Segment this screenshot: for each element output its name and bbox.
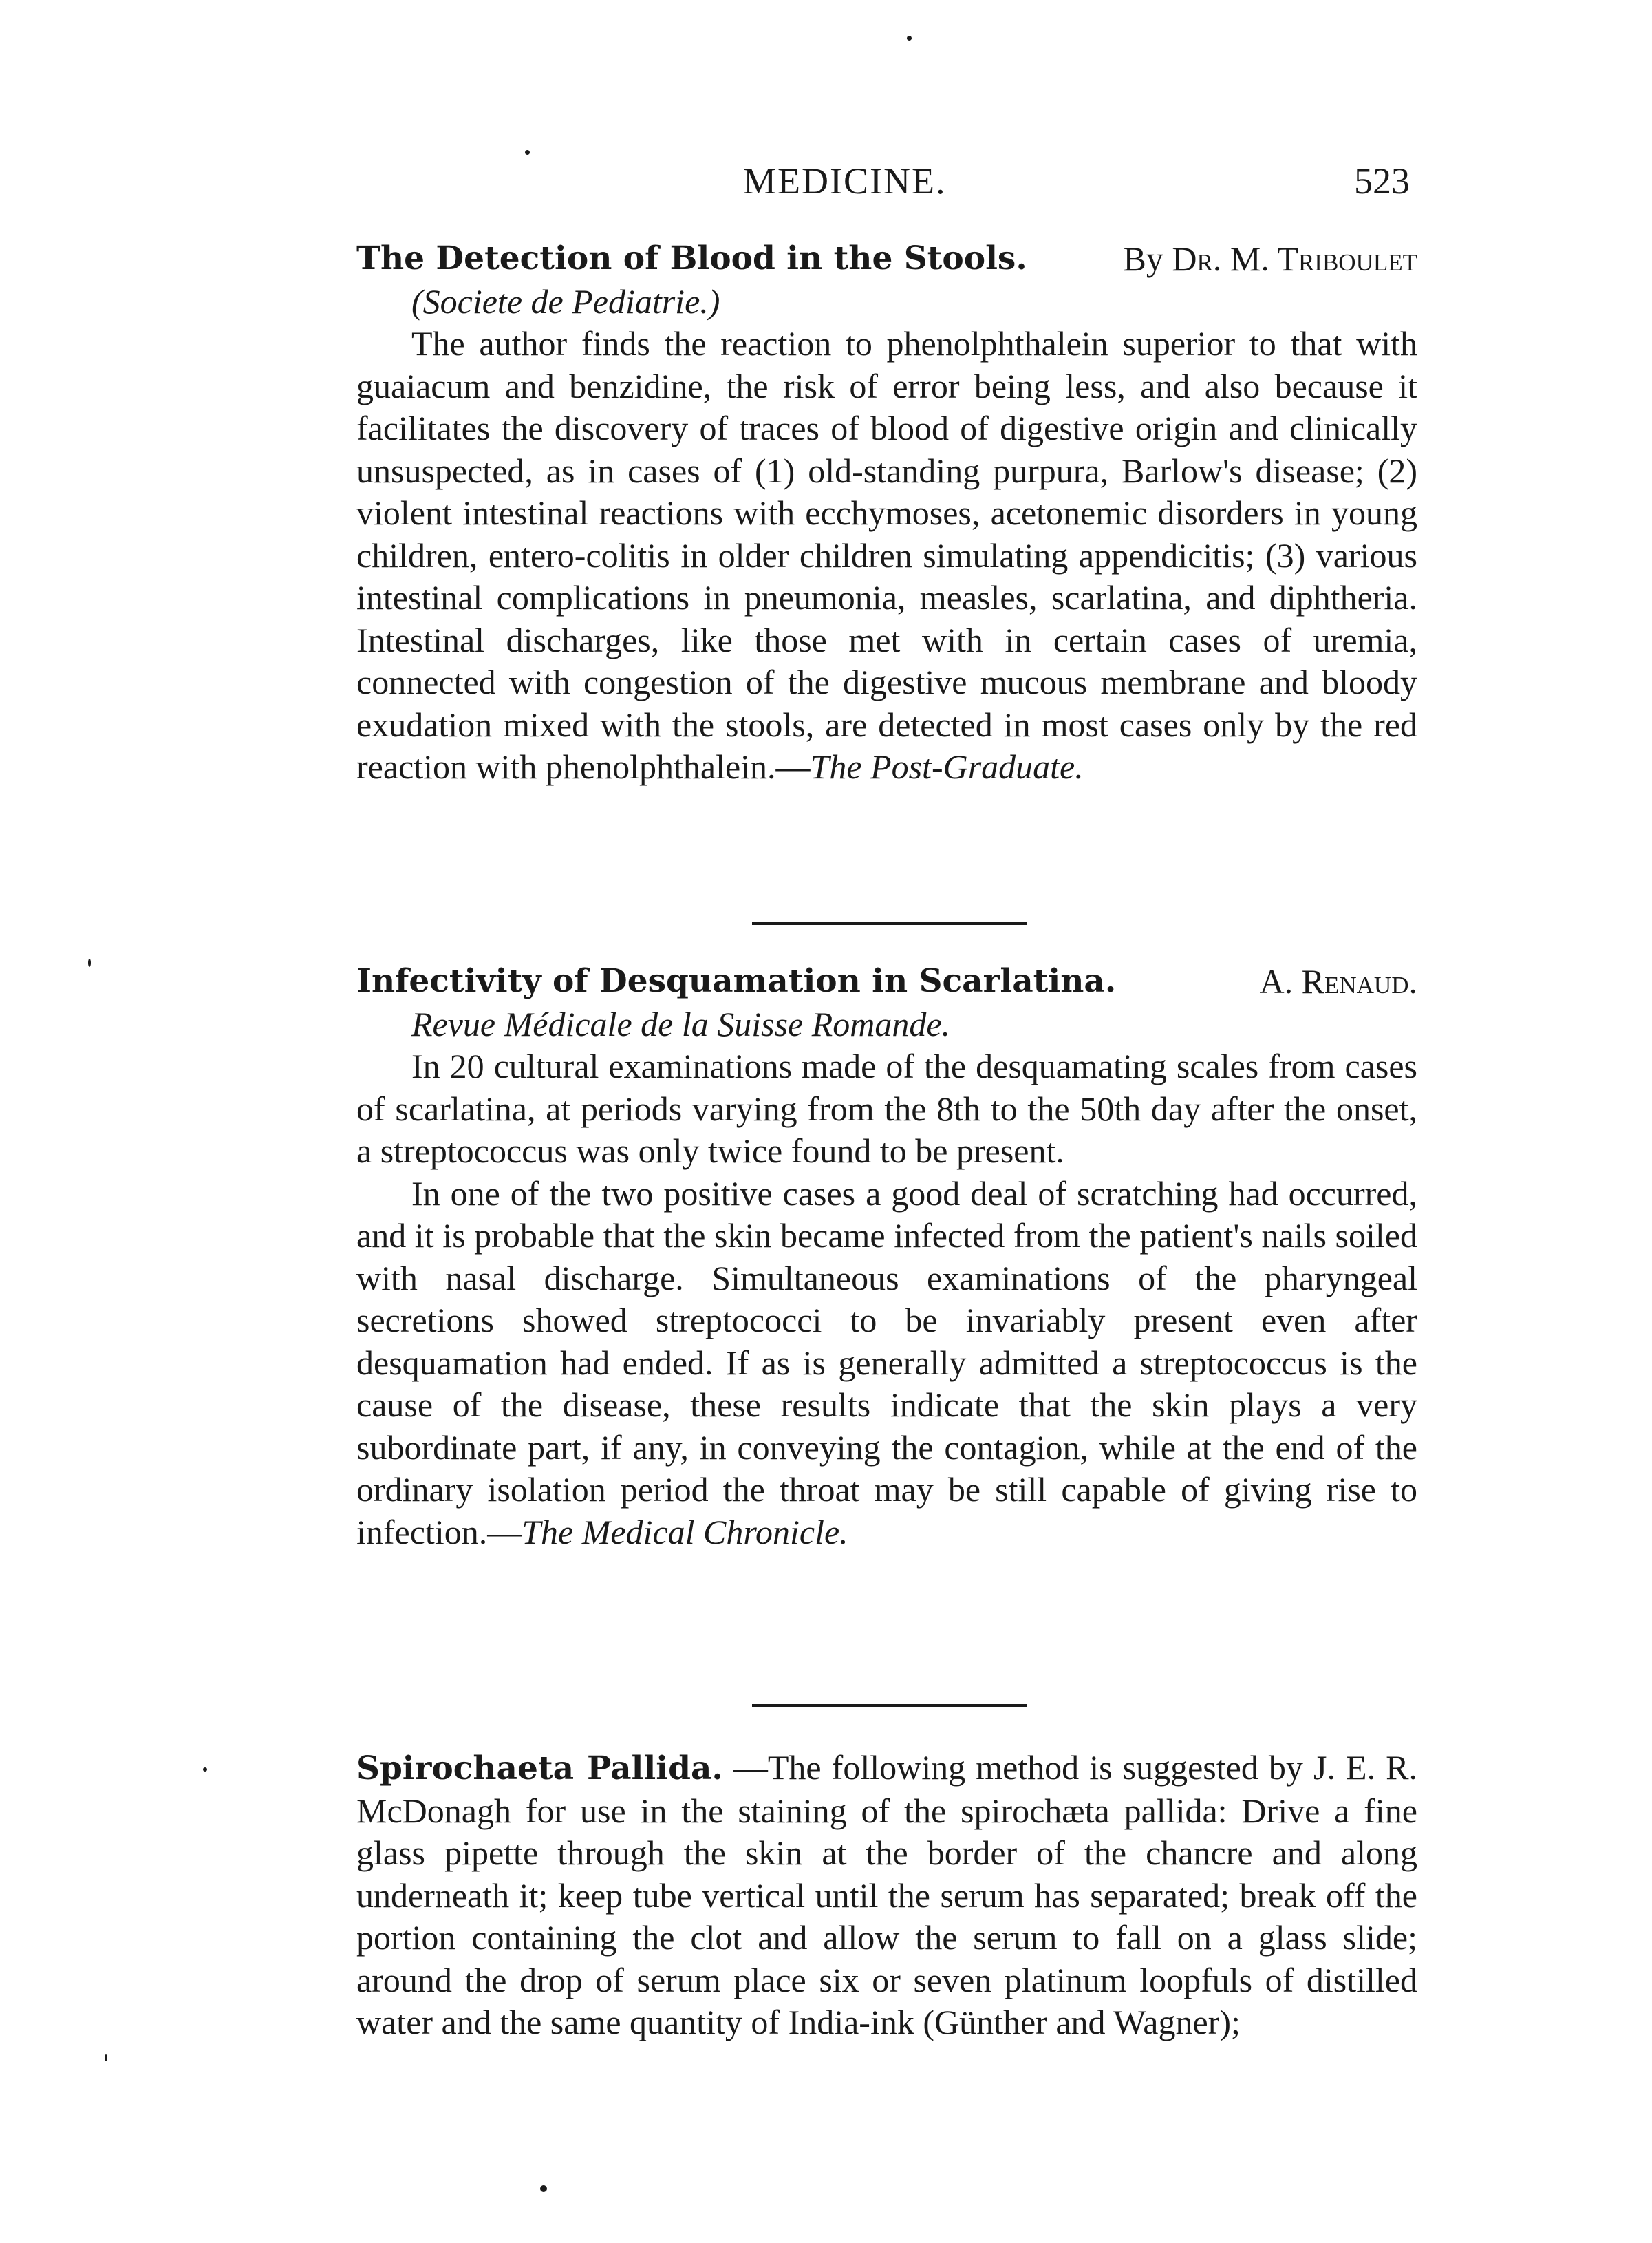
paragraph-text: The author finds the reaction to phenolphthalein superior to that with guaiacum and benzidine, the risk of error being less, and also because it facilitates the discovery of traces of blood of digestive origin and clinically unsuspected, as in cases of (1) old-standing purpura, Barlow's disease; (2) violent intestinal reactions with ecchymoses, acetonemic disorders in young children, entero-colitis in older children simulating appendicitis; (3) various intestinal complications in pneumonia, measles, scarlatina, and diphtheria. Intestinal discharges, like those met with in certain cases of uremia, connected with congestion of the digestive mucous membrane and bloody exudation mixed with the stools, are detected in most cases only by the red reaction with phenolphthalein.—	[356, 324, 1417, 786]
paragraph-text: In one of the two positive cases a good deal of scratching had occurred, and it is probable that the skin became infected from the patient's nails soiled with nasal discharge. Simultaneous examinations of the pharyngeal secretions showed streptococci to be invariably present even after desquamation had ended. If as is generally admitted a streptococcus is the cause of the disease, these results indicate that the skin plays a very subordinate part, if any, in conveying the contagion, while at the end of the ordinary isolation period the throat may be still capable of giving rise to infection.—	[356, 1173, 1417, 1551]
article-author: Dr. M. Triboulet	[1172, 240, 1417, 278]
article-byline	[1124, 237, 1417, 280]
scan-speck	[525, 150, 530, 155]
page-number: 523	[1354, 160, 1410, 202]
article-paragraph	[356, 323, 1417, 789]
article-blood-in-stools	[356, 237, 1417, 789]
scan-speck	[105, 2054, 107, 2061]
article-heading	[356, 237, 1417, 280]
scan-speck	[203, 1767, 207, 1772]
article-title: Infectivity of Desquamation in Scarlatina.	[356, 962, 1117, 1000]
paragraph-text: —The following method is suggested by J. E. R. McDonagh for use in the staining of the spirochæta pallida: Drive a fine glass pipette through the skin at the border of the chancre and along underneath it; keep tube vertical until the serum has separated; break off the portion containing the clot and allow the serum to fall on a glass slide; around the drop of serum place six or seven platinum loopfuls of distilled water and the same quantity of India-ink (Günther and Wagner);	[356, 1748, 1417, 2041]
article-heading	[356, 960, 1417, 1003]
article-paragraph	[356, 1747, 1417, 2044]
section-divider	[752, 1704, 1027, 1707]
article-title: Spirochaeta Pallida.	[356, 1750, 723, 1787]
scan-speck	[540, 2185, 547, 2192]
byline-prefix: By	[1123, 240, 1163, 278]
article-author: A. Renaud.	[1259, 962, 1417, 1001]
running-title: MEDICINE.	[743, 160, 947, 202]
article-spirochaeta-pallida	[356, 1747, 1417, 2044]
page-header	[0, 160, 1652, 208]
article-title: The Detection of Blood in the Stools.	[356, 240, 1027, 277]
article-source: Revue Médicale de la Suisse Romande.	[411, 1005, 951, 1043]
article-citation: The Medical Chronicle.	[522, 1512, 848, 1551]
article-paragraph: In 20 cultural examinations made of the desquamating scales from cases of scarlatina, at periods varying from the 8th to the 50th day after the onset, a streptococcus was only twice found to be present.	[356, 1047, 1417, 1170]
article-citation: The Post-Graduate.	[810, 747, 1084, 786]
article-source: (Societe de Pediatrie.)	[411, 282, 720, 321]
scan-speck	[907, 36, 912, 41]
scan-speck	[88, 959, 91, 967]
article-paragraph	[356, 1173, 1417, 1554]
section-divider	[752, 922, 1027, 925]
article-scarlatina-desquamation	[356, 960, 1417, 1553]
